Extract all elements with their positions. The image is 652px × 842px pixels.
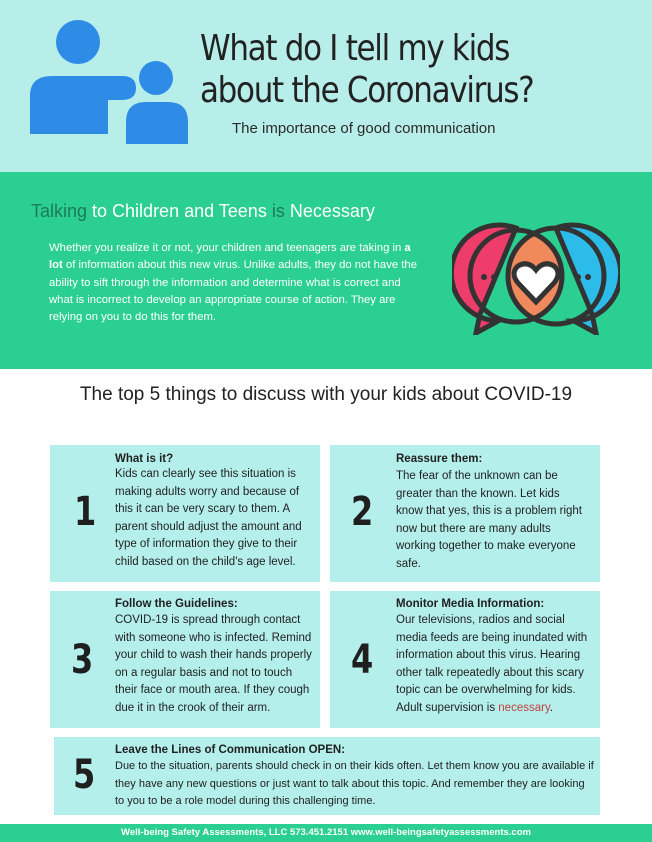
page-title [200, 28, 578, 112]
heading-part-necessary: Necessary [289, 201, 375, 221]
tip-number: 4 [351, 637, 374, 683]
page-subtitle: The importance of good communication [232, 120, 496, 137]
tip-title: Leave the Lines of Communication OPEN: [115, 744, 346, 756]
body-text-start: Whether you realize it or not, your children and teenagers are taking in [49, 242, 405, 254]
body-text-bold: a lot [49, 242, 411, 272]
speech-bubbles-heart-icon [452, 220, 620, 335]
heading-part-talking: Talking [31, 201, 93, 221]
tip-number: 1 [74, 489, 97, 535]
talking-section-heading [31, 201, 375, 222]
heading-part-is: is [271, 201, 290, 221]
tip-card-1 [50, 445, 320, 582]
body-text-end: of information about this new virus. Unlike adults, they do not have the ability to sift through the information and determine what is correct and what is incorrect to develop an appropriate course of action. They are relying on you to do this for them. [49, 259, 417, 324]
tip-title: Reassure them: [396, 453, 483, 465]
footer-contact: Well-being Safety Assessments, LLC 573.451.2151 www.well-beingsafetyassessments.com [0, 824, 652, 842]
tip-body: COVID-19 is spread through contact with someone who is infected. Remind your child to wash their hands properly on a regular basis and not to touch their face or mouth area. If they cough due it in the crook of their arm. [115, 614, 312, 714]
tip-body: Kids can clearly see this situation is making adults worry and because of this it can be very scary to them. A parent should adjust the amount and type of information they give to their child based on the child's age level. [115, 468, 302, 568]
page-title-line2: about the Coronavirus? [200, 70, 534, 111]
tip-card-2 [330, 445, 600, 582]
parent-child-icon [26, 18, 196, 148]
tip-number: 3 [71, 637, 94, 683]
tip-card-5 [54, 737, 600, 815]
heading-part-children: to Children and Teens [92, 201, 272, 221]
tip-body-end: . [549, 701, 554, 714]
tip-card-4 [330, 591, 600, 728]
page-title-line1: What do I tell my kids [200, 28, 510, 69]
tip-title: What is it? [115, 453, 174, 465]
tip-body-highlight: necessary [498, 701, 550, 714]
tip-number: 5 [73, 752, 96, 798]
tip-title: Monitor Media Information: [396, 598, 545, 610]
tip-title: Follow the Guidelines: [115, 598, 238, 610]
talking-section-body [49, 240, 425, 326]
tip-body: Due to the situation, parents should check in on their kids often. Let them know you are available if they have any new questions or just want to talk about this topic. And remember they are looking to you to be a role model during this challenging time. [115, 760, 594, 808]
tip-body-text: Our televisions, radios and social media feeds are being inundated with information about this virus. Hearing other talk repeatedly about this scary topic can be overwhelming for kids. Adult supervision is [396, 614, 588, 714]
tip-body [396, 612, 596, 718]
tip-body: The fear of the unknown can be greater than the known. Let kids know that yes, this is a problem right now but there are many adults working together to make everyone safe. [396, 470, 582, 570]
tip-card-3 [50, 591, 320, 728]
top5-heading: The top 5 things to discuss with your kids about COVID-19 [79, 384, 573, 405]
tip-number: 2 [351, 489, 374, 535]
